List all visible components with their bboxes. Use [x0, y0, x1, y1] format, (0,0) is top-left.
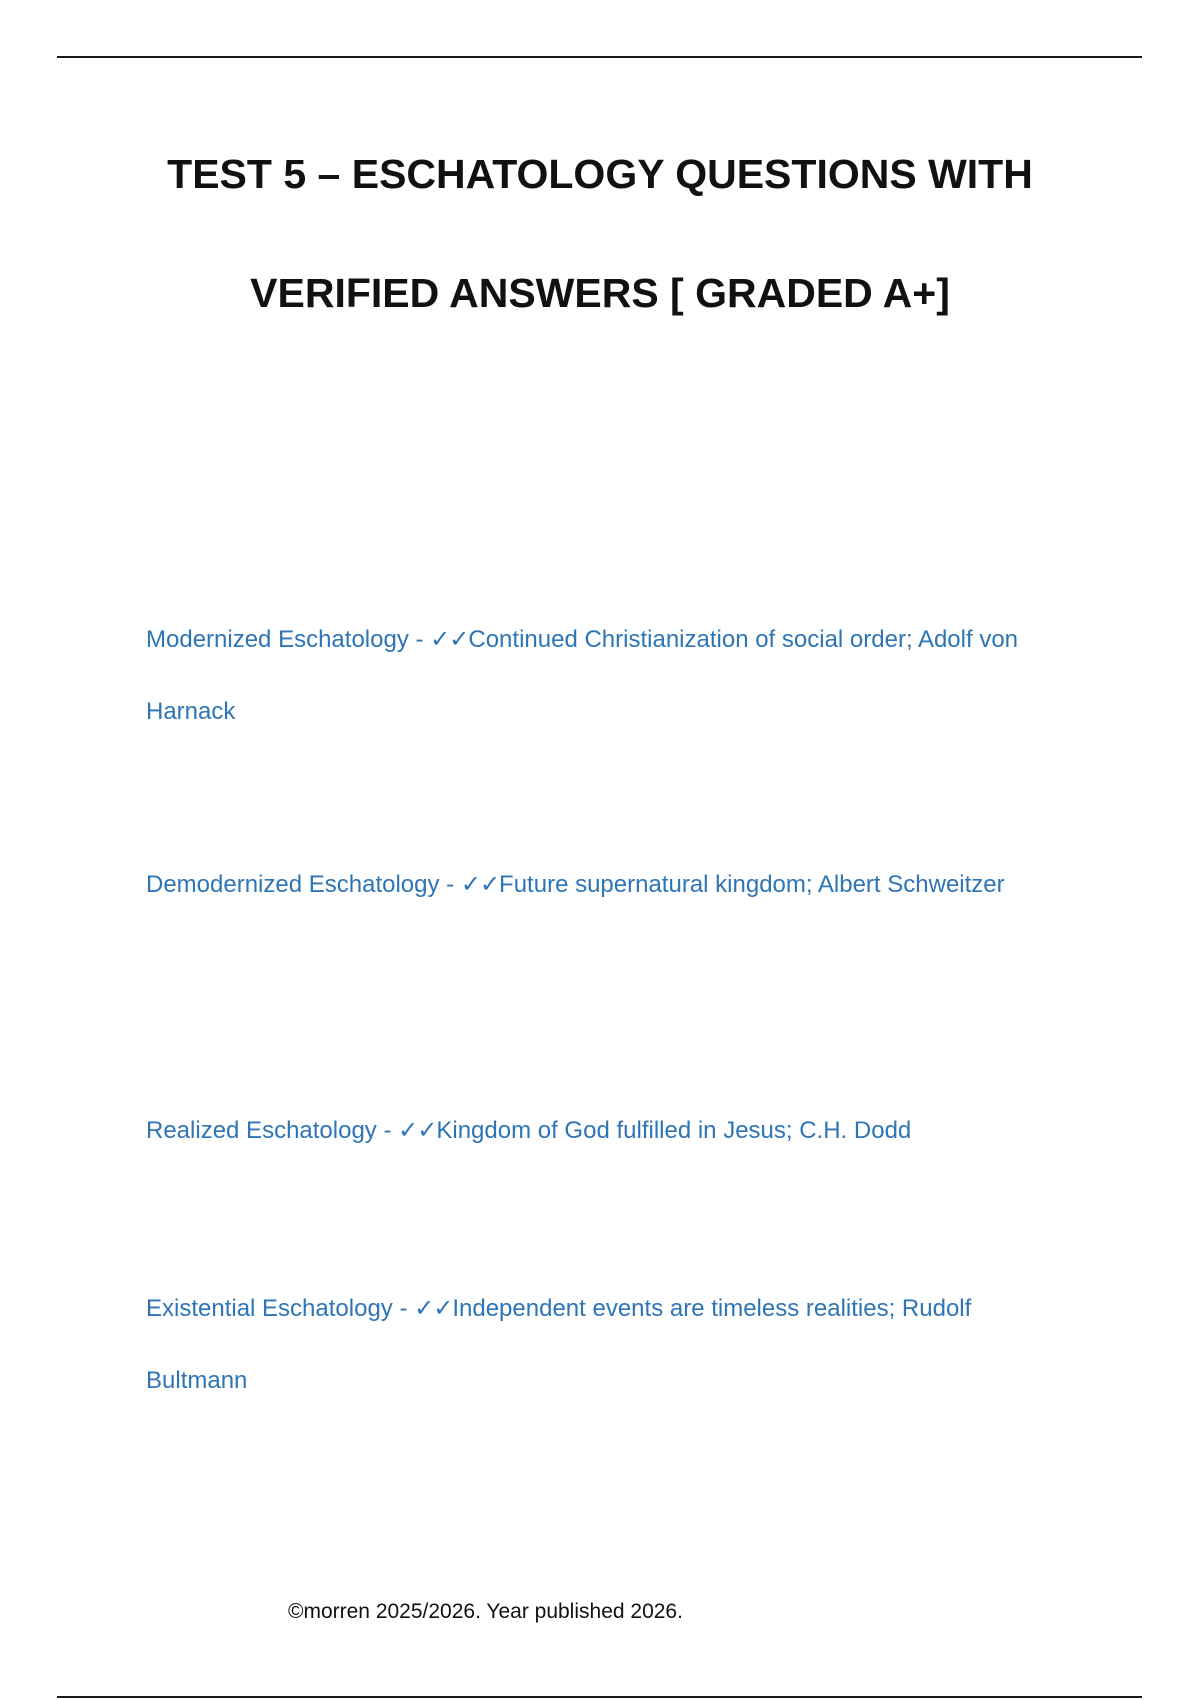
document-title-line-1: TEST 5 – ESCHATOLOGY QUESTIONS WITH [167, 151, 1033, 197]
copyright-footer: ©morren 2025/2026. Year published 2026. [288, 1600, 683, 1623]
qa-answer: Independent events are timeless realities; Rudolf Bultmann [146, 1295, 972, 1394]
qa-term: Demodernized Eschatology [146, 871, 440, 898]
qa-term: Modernized Eschatology [146, 626, 409, 653]
double-check-icon: ✓✓ [398, 1117, 437, 1144]
qa-term: Existential Eschatology [146, 1295, 393, 1322]
double-check-icon: ✓✓ [460, 871, 500, 898]
double-check-icon: ✓✓ [414, 1295, 453, 1322]
bottom-rule [57, 1696, 1142, 1698]
double-check-icon: ✓✓ [430, 626, 469, 653]
qa-item [146, 1273, 1046, 1417]
document-title-line-2: VERIFIED ANSWERS [ GRADED A+] [250, 270, 950, 316]
qa-separator: - [408, 626, 431, 653]
qa-separator: - [392, 1295, 415, 1322]
qa-answer: Future supernatural kingdom; Albert Schweitzer [499, 871, 1005, 898]
qa-answer: Kingdom of God fulfilled in Jesus; C.H. Dodd [436, 1117, 912, 1144]
qa-separator: - [376, 1117, 399, 1144]
qa-separator: - [439, 871, 461, 898]
qa-term: Realized Eschatology [146, 1117, 377, 1144]
top-rule [57, 56, 1142, 58]
qa-item [146, 1095, 1046, 1167]
qa-answer: Continued Christianization of social order; Adolf von Harnack [146, 626, 1019, 725]
qa-item [146, 604, 1046, 748]
qa-item [146, 849, 1046, 921]
